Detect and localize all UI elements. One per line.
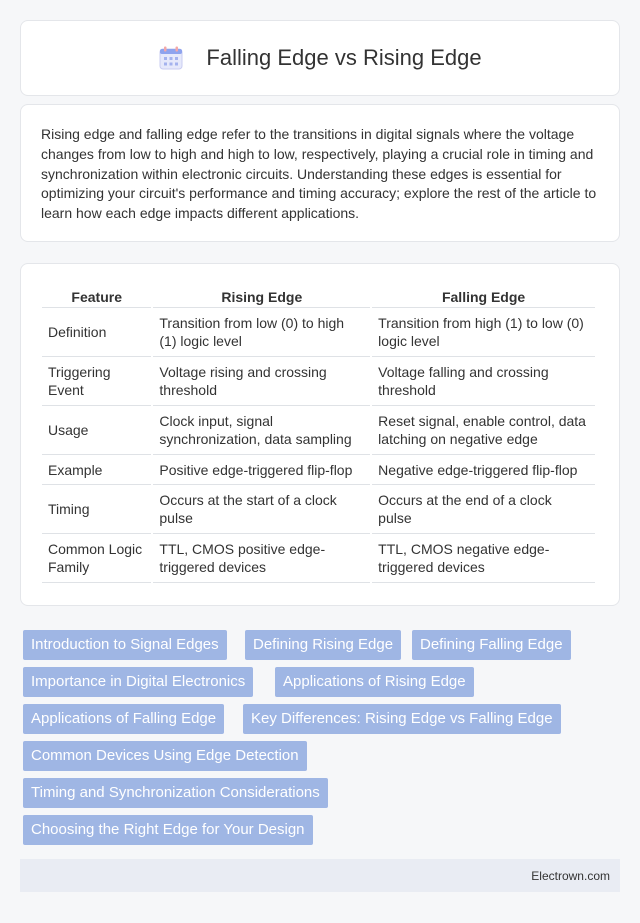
table-cell: Common Logic Family — [42, 534, 151, 583]
table-cell: Negative edge-triggered flip-flop — [372, 455, 595, 485]
table-cell: Transition from low (0) to high (1) logic level — [153, 308, 370, 357]
table-cell: Positive edge-triggered flip-flop — [153, 455, 370, 485]
table-cell: Timing — [42, 485, 151, 534]
tag-key-differences[interactable]: Key Differences: Rising Edge vs Falling Edge — [243, 704, 561, 734]
table-cell: Clock input, signal synchronization, data sampling — [153, 406, 370, 455]
table-cell: TTL, CMOS negative edge-triggered devices — [372, 534, 595, 583]
table-row — [42, 308, 595, 357]
table-cell: Definition — [42, 308, 151, 357]
column-header-rising-edge: Rising Edge — [153, 282, 370, 308]
table-cell: Transition from high (1) to low (0) logic level — [372, 308, 595, 357]
tag-applications-of-falling-edge[interactable]: Applications of Falling Edge — [23, 704, 224, 734]
tag-importance-in-digital-electronics[interactable]: Importance in Digital Electronics — [23, 667, 253, 697]
tag-common-devices-using-edge-detection[interactable]: Common Devices Using Edge Detection — [23, 741, 307, 771]
table-row — [42, 455, 595, 485]
page-title: Falling Edge vs Rising Edge — [206, 45, 482, 70]
table-cell: Usage — [42, 406, 151, 455]
intro-paragraph: Rising edge and falling edge refer to the transitions in digital signals where the voltage changes from low to high and high to low, respectively, playing a crucial role in timing and synchronization within electronic circuits. Understanding these edges is essential for optimizing your circuit's performance and timing accuracy; explore the rest of the article to learn how each edge impacts different applications. — [41, 126, 597, 222]
comparison-table-card — [20, 263, 620, 606]
footer — [20, 859, 620, 892]
footer-source: Electrown.com — [531, 868, 610, 883]
table-cell: Triggering Event — [42, 357, 151, 406]
table-row — [42, 406, 595, 455]
comparison-table — [40, 282, 597, 583]
intro-card — [20, 104, 620, 242]
table-row — [42, 357, 595, 406]
table-row — [42, 485, 595, 534]
table-row — [42, 534, 595, 583]
tag-defining-rising-edge[interactable]: Defining Rising Edge — [245, 630, 401, 660]
column-header-feature: Feature — [42, 282, 151, 308]
calendar-icon — [158, 45, 184, 71]
table-cell: Reset signal, enable control, data latching on negative edge — [372, 406, 595, 455]
table-cell: Occurs at the end of a clock pulse — [372, 485, 595, 534]
header-card — [20, 20, 620, 96]
tag-defining-falling-edge[interactable]: Defining Falling Edge — [412, 630, 571, 660]
table-cell: Voltage rising and crossing threshold — [153, 357, 370, 406]
tag-applications-of-rising-edge[interactable]: Applications of Rising Edge — [275, 667, 474, 697]
table-cell: TTL, CMOS positive edge-triggered devices — [153, 534, 370, 583]
tag-introduction-to-signal-edges[interactable]: Introduction to Signal Edges — [23, 630, 227, 660]
tag-timing-and-synchronization[interactable]: Timing and Synchronization Considerations — [23, 778, 328, 808]
tag-choosing-the-right-edge[interactable]: Choosing the Right Edge for Your Design — [23, 815, 313, 845]
column-header-falling-edge: Falling Edge — [372, 282, 595, 308]
table-cell: Example — [42, 455, 151, 485]
table-cell: Occurs at the start of a clock pulse — [153, 485, 370, 534]
table-cell: Voltage falling and crossing threshold — [372, 357, 595, 406]
table-header-row — [42, 282, 595, 308]
